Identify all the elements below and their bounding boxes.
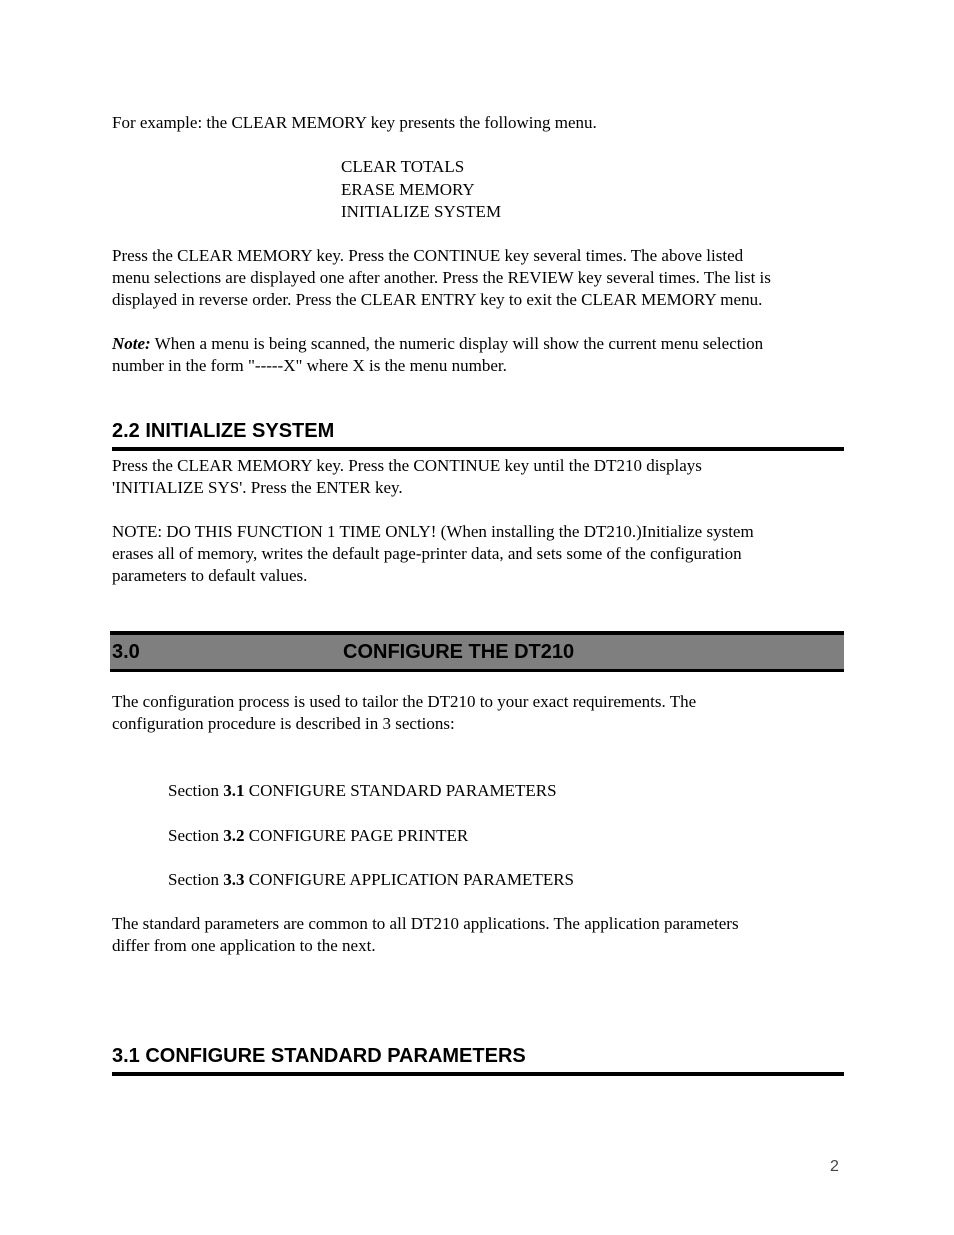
note-paragraph [112,333,852,377]
section-heading-3-1: 3.1 CONFIGURE STANDARD PARAMETERS [112,1044,844,1076]
configuration-intro: The configuration process is used to tailor the DT210 to your exact requirements. The configuration procedure is described in 3 sections: [112,692,697,733]
section-number: 3.0 [112,641,140,663]
initialize-instructions: Press the CLEAR MEMORY key. Press the CONTINUE key until the DT210 displays 'INITIALIZE SYS'. Press the ENTER key. [112,456,702,497]
page-number: 2 [830,1158,839,1175]
section-title: CONFIGURE THE DT210 [343,641,575,663]
menu-item: CLEAR TOTALS [341,157,465,176]
note-text: When a menu is being scanned, the numeric display will show the current menu selection number in the form "-----X" where X is the menu number. [112,334,764,375]
menu-list [341,156,501,224]
menu-scan-paragraph: Press the CLEAR MEMORY key. Press the CONTINUE key several times. The above listed menu selections are displayed one after another. Press the REVIEW key several times. The list is displayed in reverse order. Press the CLEAR ENTRY key to exit the CLEAR MEMORY menu. [112,246,771,309]
note-label: Note: [112,334,151,353]
section-reference-number: 3.2 [223,826,245,845]
section-reference: Section 3.3 CONFIGURE APPLICATION PARAMETERS [168,870,575,889]
section-reference: Section 3.2 CONFIGURE PAGE PRINTER [168,826,469,845]
section-reference-number: 3.1 [223,781,245,800]
menu-item: INITIALIZE SYSTEM [341,202,502,221]
intro-text: For example: the CLEAR MEMORY key presents the following menu. [112,113,597,132]
menu-item: ERASE MEMORY [341,179,475,199]
section-heading-bar-3-0 [110,631,844,672]
section-reference-number: 3.3 [223,870,245,889]
parameters-closing-paragraph: The standard parameters are common to all DT210 applications. The application parameters differ from one application to the next. [112,914,739,955]
initialize-note: NOTE: DO THIS FUNCTION 1 TIME ONLY! (When installing the DT210.)Initialize system erases all of memory, writes the default page-printer data, and sets some of the configuration parameters to default values. [112,522,754,585]
section-reference: Section 3.1 CONFIGURE STANDARD PARAMETERS [168,781,557,800]
section-heading-2-2: 2.2 INITIALIZE SYSTEM [112,419,844,451]
